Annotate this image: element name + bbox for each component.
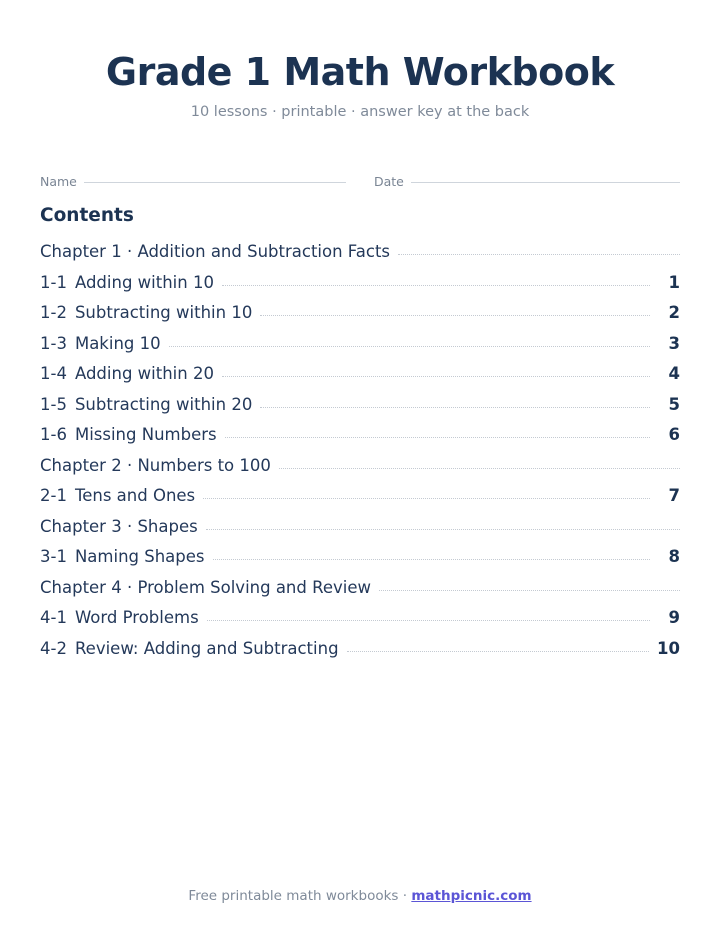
page-number: 4 — [668, 364, 680, 383]
page-number: 9 — [668, 608, 680, 627]
lesson-number: 1-5 — [40, 394, 67, 414]
name-line[interactable] — [84, 182, 346, 183]
dot-leader — [379, 590, 680, 591]
lesson-title: Naming Shapes — [74, 547, 205, 566]
lesson-title: Review: Adding and Subtracting — [74, 638, 339, 658]
dot-leader — [206, 529, 680, 530]
page-number: 8 — [668, 547, 680, 566]
toc-lesson-row — [40, 547, 680, 578]
toc-lesson-row — [40, 486, 680, 517]
toc-lesson-row — [40, 395, 680, 426]
lesson-number: 1-1 — [40, 272, 67, 292]
lesson-number: 1-3 — [40, 333, 67, 353]
date-line[interactable] — [411, 182, 680, 183]
toc-lesson-row — [40, 639, 680, 670]
lesson-number: 1-6 — [40, 425, 67, 444]
lesson-title: Missing Numbers — [74, 425, 217, 444]
name-label: Name — [40, 174, 77, 189]
lesson-number: 2-1 — [40, 486, 67, 505]
page-number: 6 — [668, 425, 680, 444]
dot-leader — [260, 315, 650, 316]
page-title: Grade 1 Math Workbook — [105, 50, 615, 94]
toc-lesson-row — [40, 303, 680, 334]
lesson-number: 4-1 — [40, 608, 67, 627]
lesson-title: Word Problems — [74, 608, 199, 627]
toc-lesson-row — [40, 364, 680, 395]
chapter-title: Chapter 4 · Problem Solving and Review — [40, 577, 371, 597]
dot-leader — [279, 468, 680, 469]
toc-chapter-row — [40, 242, 680, 273]
chapter-title: Chapter 1 · Addition and Subtraction Facts — [40, 242, 391, 261]
dot-leader — [222, 376, 650, 377]
dot-leader — [169, 346, 650, 347]
lesson-number: 1-2 — [40, 303, 67, 322]
page-number: 7 — [668, 486, 680, 505]
lesson-title: Subtracting within 10 — [74, 303, 253, 322]
lesson-number: 1-4 — [40, 364, 67, 383]
dot-leader — [347, 651, 649, 652]
page-number: 2 — [668, 303, 680, 322]
dot-leader — [260, 407, 650, 408]
name-field[interactable] — [40, 172, 346, 190]
contents-heading: Contents — [40, 205, 134, 226]
footer-text: Free printable math workbooks · — [188, 888, 412, 904]
dot-leader — [203, 498, 650, 499]
toc-lesson-row — [40, 273, 680, 304]
dot-leader — [225, 437, 650, 438]
page-number: 10 — [657, 638, 680, 658]
table-of-contents — [40, 242, 680, 669]
page-number: 3 — [668, 333, 680, 353]
dot-leader — [398, 254, 680, 255]
chapter-title: Chapter 2 · Numbers to 100 — [40, 455, 271, 475]
toc-lesson-row — [40, 334, 680, 365]
dot-leader — [222, 285, 650, 286]
date-label: Date — [374, 174, 404, 189]
footer — [0, 887, 720, 905]
page-subtitle: 10 lessons · printable · answer key at the back — [190, 104, 530, 120]
toc-chapter-row — [40, 517, 680, 548]
lesson-title: Adding within 10 — [74, 272, 214, 292]
date-field[interactable] — [374, 172, 680, 190]
dot-leader — [207, 620, 650, 621]
chapter-title: Chapter 3 · Shapes — [40, 516, 198, 536]
lesson-title: Tens and Ones — [74, 486, 196, 505]
lesson-title: Adding within 20 — [74, 364, 214, 383]
page-number: 5 — [668, 394, 680, 414]
lesson-title: Making 10 — [74, 333, 161, 353]
toc-lesson-row — [40, 425, 680, 456]
toc-lesson-row — [40, 608, 680, 639]
lesson-title: Subtracting within 20 — [74, 394, 253, 414]
toc-chapter-row — [40, 456, 680, 487]
lesson-number: 3-1 — [40, 547, 67, 566]
footer-link[interactable]: mathpicnic.com — [411, 888, 532, 904]
lesson-number: 4-2 — [40, 638, 67, 658]
toc-chapter-row — [40, 578, 680, 609]
dot-leader — [213, 559, 650, 560]
page-number: 1 — [668, 272, 680, 292]
